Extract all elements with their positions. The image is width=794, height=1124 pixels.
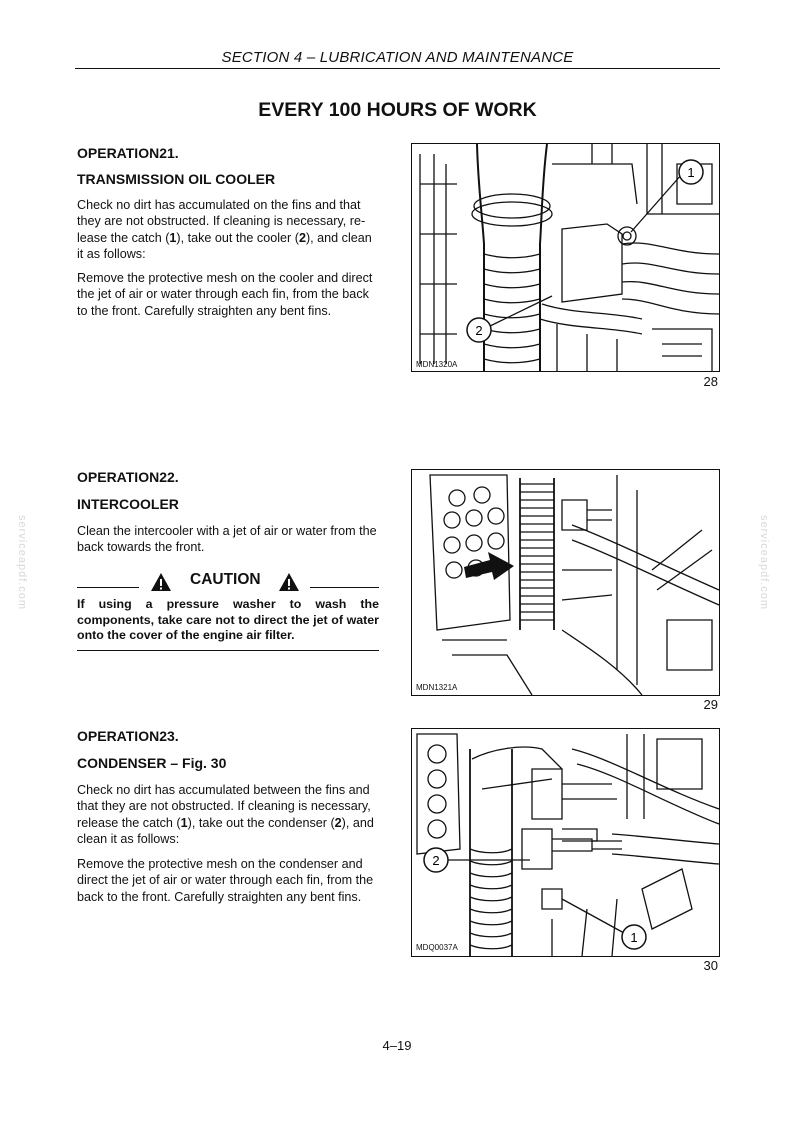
figure-28-number: 28 [703, 374, 718, 389]
op21-paragraph-1: Check no dirt has accumulated on the fins and that they are not obstructed. If cleaning is necessary, re- lease the catch (1), take out the cooler (2), and clean it as follows: [77, 198, 372, 261]
op23-heading: OPERATION23. [77, 728, 179, 744]
svg-text:1: 1 [630, 930, 638, 945]
figure-29-illustration [412, 470, 719, 695]
figure-30-number: 30 [703, 958, 718, 973]
figure-30-illustration [412, 729, 719, 956]
figure-28-code: MDN1320A [416, 360, 458, 369]
svg-text:1: 1 [687, 165, 695, 180]
figure-29-code: MDN1321A [416, 683, 458, 692]
op22-heading: OPERATION22. [77, 469, 179, 485]
warning-triangle-icon [150, 572, 172, 597]
op23-paragraph-2: Remove the protective mesh on the condenser and direct the jet of air or water through each fin, from the back to the front. Carefully straighten any bent fins. [77, 857, 374, 904]
warning-triangle-icon [278, 572, 300, 597]
op22-paragraph-1: Clean the intercooler with a jet of air or water from the back towards the front. [77, 524, 377, 555]
figure-28-image [411, 143, 720, 372]
op21-heading: OPERATION21. [77, 145, 179, 161]
figure-29-image [411, 469, 720, 696]
op21-subheading: TRANSMISSION OIL COOLER [77, 171, 276, 187]
caution-rule-bottom [77, 650, 379, 651]
op21-paragraph-2: Remove the protective mesh on the cooler and direct the jet of air or water through each fin, from the back to the front. Carefully straighten any bent fins. [77, 271, 373, 318]
figure-30-callouts [424, 848, 646, 949]
figure-28-callouts [467, 160, 703, 342]
header-rule [75, 68, 720, 69]
page-title: EVERY 100 HOURS OF WORK [258, 99, 537, 121]
svg-text:2: 2 [475, 323, 483, 338]
section-header: SECTION 4 – LUBRICATION AND MAINTENANCE [221, 49, 574, 66]
caution-rule-left [77, 587, 139, 588]
figure-30-image [411, 728, 720, 957]
caution-rule-right [310, 587, 379, 588]
op23-paragraph-1: Check no dirt has accumulated between the fins and that they are not obstructed. If cleaning is necessary, release the catch (1), take out the condenser (2), and clean it as follows: [77, 783, 374, 846]
figure-30-code: MDQ0037A [416, 943, 458, 952]
watermark-right: serviceapdf.com [758, 515, 770, 611]
caution-label: CAUTION [190, 571, 261, 588]
figure-28-illustration [412, 144, 719, 371]
figure-29-number: 29 [703, 697, 718, 712]
svg-text:2: 2 [432, 853, 440, 868]
op23-subheading: CONDENSER – Fig. 30 [77, 755, 227, 771]
watermark-left: serviceapdf.com [16, 515, 28, 611]
page-number: 4–19 [382, 1038, 412, 1053]
caution-text: If using a pressure washer to wash the components, take care not to direct the jet of water onto the cover of the engine air filter. [77, 597, 379, 642]
op22-subheading: INTERCOOLER [77, 496, 179, 512]
arrow-icon [464, 552, 514, 580]
